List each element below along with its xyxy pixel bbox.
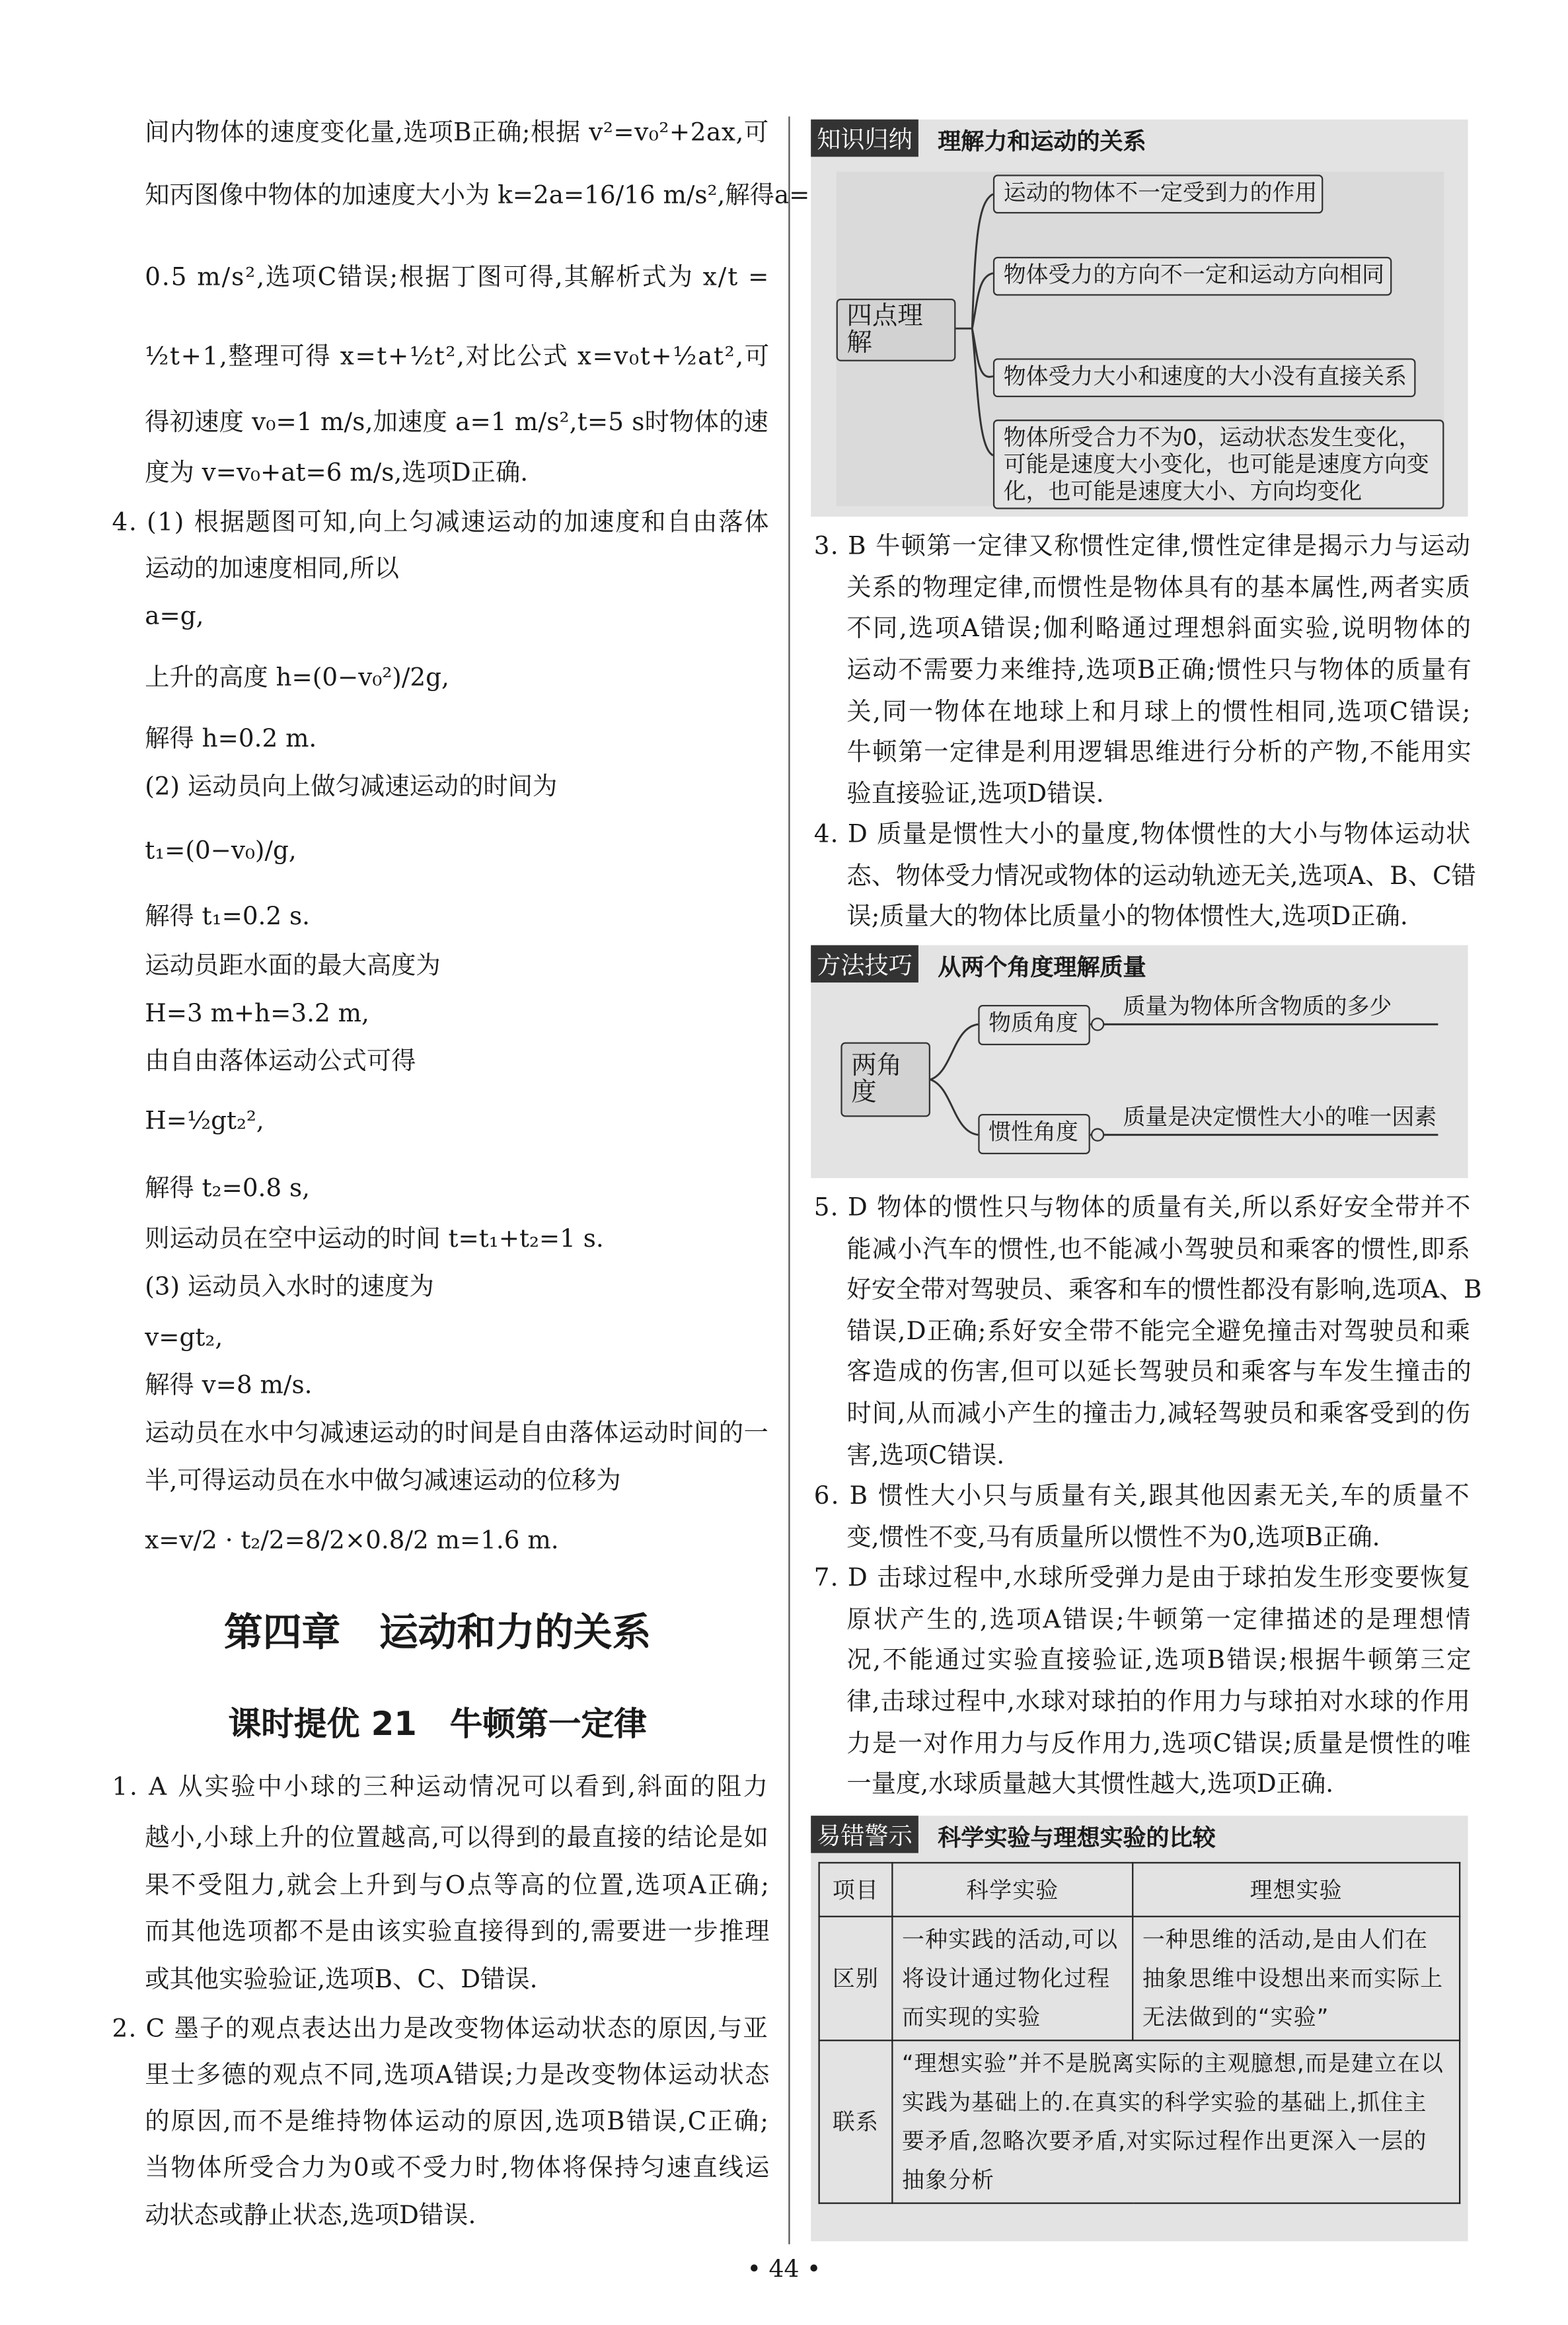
- knowledge-summary-panel: [811, 120, 1468, 517]
- text-line: 半,可得运动员在水中做匀减速运动的位移为: [145, 1466, 621, 1495]
- text-line: 时间,从而减小产生的撞击力,减轻驾驶员和乘客受到的伤: [846, 1399, 1471, 1428]
- lesson-title: 课时提优 21 牛顿第一定律: [228, 1707, 647, 1744]
- text-line: 度为 v=v₀+at=6 m/s,选项D正确.: [145, 458, 529, 487]
- text-line: (3) 运动员入水时的速度为: [145, 1272, 434, 1301]
- text-line: 7. D 击球过程中,水球所受弹力是由于球拍发生形变要恢复: [813, 1563, 1472, 1592]
- text-line: 2. C 墨子的观点表达出力是改变物体运动状态的原因,与亚: [112, 2014, 769, 2043]
- mindmap-item: 物体受力大小和速度的大小没有直接关系: [993, 358, 1416, 397]
- text-line: x=v/2 · t₂/2=8/2×0.8/2 m=1.6 m.: [145, 1526, 559, 1555]
- text-line: 验直接验证,选项D错误.: [846, 779, 1104, 808]
- chapter-title: 第四章 运动和力的关系: [223, 1611, 652, 1656]
- text-line: 态、物体受力情况或物体的运动轨迹无关,选项A、B、C错: [846, 862, 1476, 890]
- comparison-table: [818, 1862, 1460, 2204]
- text-line: 错误,D正确;系好安全带不能完全避免撞击对驾驶员和乘: [846, 1317, 1472, 1346]
- panel-title: 理解力和运动的关系: [938, 128, 1146, 156]
- panel-title: 从两个角度理解质量: [938, 954, 1146, 981]
- text-line: 运动员距水面的最大高度为: [145, 951, 441, 980]
- panel-title: 科学实验与理想实验的比较: [938, 1824, 1216, 1852]
- mindmap-item: 物体受力的方向不一定和运动方向相同: [993, 257, 1392, 296]
- mindmap-item: 运动的物体不一定受到力的作用: [993, 174, 1323, 213]
- text-line: 运动的加速度相同,所以: [145, 554, 399, 583]
- column-divider: [788, 116, 790, 2244]
- row-label: 区别: [819, 1917, 893, 2041]
- text-line: H=½gt₂²,: [145, 1106, 264, 1135]
- text-line: 5. D 物体的惯性只与物体的质量有关,所以系好安全带并不: [813, 1193, 1472, 1222]
- text-line: 解得 v=8 m/s.: [145, 1370, 313, 1399]
- text-line: 运动员在水中匀减速运动的时间是自由落体运动时间的一: [145, 1419, 769, 1447]
- text-line: 越小,小球上升的位置越高,可以得到的最直接的结论是如: [145, 1823, 769, 1852]
- header-science: 科学实验: [892, 1863, 1133, 1916]
- page-number: • 44 •: [747, 2254, 821, 2283]
- text-line: 知丙图像中物体的加速度大小为 k=2a=16/16 m/s²,解得a=: [145, 180, 810, 209]
- text-line: 运动不需要力来维持,选项B正确;惯性只与物体的质量有: [846, 655, 1473, 684]
- text-line: 由自由落体运动公式可得: [145, 1047, 416, 1076]
- text-line: v=gt₂,: [145, 1323, 223, 1352]
- text-line: 而其他选项都不是由该实验直接得到的,需要进一步推理: [145, 1917, 771, 1946]
- text-line: 则运动员在空中运动的时间 t=t₁+t₂=1 s.: [145, 1224, 604, 1253]
- text-line: 的原因,而不是维持物体运动的原因,选项B错误,C正确;: [145, 2106, 770, 2135]
- panel-tag: 方法技巧: [811, 945, 918, 983]
- text-line: 牛顿第一定律是利用逻辑思维进行分析的产物,不能用实: [846, 737, 1473, 766]
- header-ideal: 理想实验: [1133, 1863, 1460, 1916]
- text-line: 律,击球过程中,水球对球拍的作用力与球拍对水球的作用: [846, 1687, 1471, 1716]
- text-line: 一量度,水球质量越大其惯性越大,选项D正确.: [846, 1769, 1334, 1798]
- text-line: 0.5 m/s²,选项C错误;根据丁图可得,其解析式为 x/t =: [145, 262, 770, 291]
- cell-science: 一种实践的活动,可以将设计通过物化过程而实现的实验: [892, 1917, 1133, 2041]
- text-line: 动状态或静止状态,选项D错误.: [145, 2201, 476, 2230]
- table-row: [819, 1917, 1460, 2041]
- text-line: 或其他实验验证,选项B、C、D错误.: [145, 1965, 538, 1994]
- text-line: a=g,: [145, 601, 204, 630]
- text-line: 果不受阻力,就会上升到与O点等高的位置,选项A正确;: [145, 1870, 771, 1900]
- panel-tag: 易错警示: [811, 1816, 918, 1853]
- text-line: 误;质量大的物体比质量小的物体惯性大,选项D正确.: [846, 902, 1408, 930]
- branch-text: 质量为物体所含物质的多少: [1123, 992, 1392, 1020]
- mindmap-root: 四点理解: [837, 299, 956, 361]
- text-line: 解得 h=0.2 m.: [145, 724, 317, 753]
- cell-relation: “理想实验”并不是脱离实际的主观臆想,而是建立在以实践为基础上的.在真实的科学实验的基础上,抓住主要矛盾,忽略次要矛盾,对实际过程作出更深入一层的抽象分析: [892, 2040, 1460, 2203]
- text-line: t₁=(0−v₀)/g,: [145, 836, 297, 865]
- text-line: 好安全带对驾驶员、乘客和车的惯性都没有影响,选项A、B: [846, 1275, 1482, 1304]
- mindmap-item: 物体所受合力不为0，运动状态发生变化，可能是速度大小变化，也可能是速度方向变化，也可能是速度大小、方向均变化: [993, 420, 1444, 509]
- text-line: 3. B 牛顿第一定律又称惯性定律,惯性定律是揭示力与运动: [813, 531, 1472, 560]
- text-line: 得初速度 v₀=1 m/s,加速度 a=1 m/s²,t=5 s时物体的速: [145, 407, 768, 436]
- mindmap-root: 两角度: [840, 1042, 930, 1117]
- table-header-row: [819, 1863, 1460, 1916]
- text-line: 不同,选项A错误;伽利略通过理想斜面实验,说明物体的: [846, 613, 1473, 642]
- text-line: 关,同一物体在地球上和月球上的惯性相同,选项C错误;: [846, 697, 1472, 726]
- text-line: 变,惯性不变,马有质量所以惯性不为0,选项B正确.: [846, 1523, 1380, 1552]
- text-line: H=3 m+h=3.2 m,: [145, 998, 369, 1027]
- text-line: 1. A 从实验中小球的三种运动情况可以看到,斜面的阻力: [112, 1772, 770, 1801]
- text-line: 况,不能通过实验直接验证,选项B错误;根据牛顿第三定: [846, 1645, 1473, 1674]
- text-line: 6. B 惯性大小只与质量有关,跟其他因素无关,车的质量不: [813, 1481, 1471, 1510]
- text-line: 当物体所受合力为0或不受力时,物体将保持匀速直线运: [145, 2153, 771, 2182]
- cell-ideal: 一种思维的活动,是由人们在抽象思维中设想出来而实际上无法做到的“实验”: [1133, 1917, 1460, 2041]
- header-item: 项目: [819, 1863, 893, 1916]
- branch-text: 质量是决定惯性大小的唯一因素: [1123, 1103, 1437, 1130]
- text-line: 关系的物理定律,而惯性是物体具有的基本属性,两者实质: [846, 573, 1471, 602]
- table-row: [819, 2040, 1460, 2203]
- mindmap-branch: 物质角度: [978, 1005, 1090, 1045]
- text-line: 间内物体的速度变化量,选项B正确;根据 v²=v₀²+2ax,可: [145, 118, 769, 147]
- text-line: 解得 t₁=0.2 s.: [145, 902, 310, 930]
- panel-tag: 知识归纳: [811, 120, 918, 157]
- text-line: 4. D 质量是惯性大小的量度,物体惯性的大小与物体运动状: [813, 819, 1472, 848]
- text-line: 上升的高度 h=(0−v₀²)/2g,: [145, 663, 449, 692]
- text-line: 4. (1) 根据题图可知,向上匀减速运动的加速度和自由落体: [112, 507, 770, 536]
- text-line: 原状产生的,选项A错误;牛顿第一定律描述的是理想情: [846, 1605, 1473, 1634]
- text-line: 能减小汽车的惯性,也不能减小驾驶员和乘客的惯性,即系: [846, 1235, 1471, 1263]
- row-label: 联系: [819, 2040, 893, 2203]
- text-line: (2) 运动员向上做匀减速运动的时间为: [145, 772, 558, 801]
- method-tips-panel: [811, 945, 1468, 1179]
- text-line: ½t+1,整理可得 x=t+½t²,对比公式 x=v₀t+½at²,可: [145, 342, 770, 371]
- text-line: 力是一对作用力与反作用力,选项C错误;质量是惯性的唯: [846, 1729, 1472, 1758]
- mindmap-branch: 惯性角度: [978, 1114, 1090, 1154]
- text-line: 客造成的伤害,但可以延长驾驶员和乘客与车发生撞击的: [846, 1357, 1473, 1386]
- text-line: 里士多德的观点不同,选项A错误;力是改变物体运动状态: [145, 2060, 770, 2089]
- text-line: 害,选项C错误.: [846, 1440, 1005, 1469]
- text-line: 解得 t₂=0.8 s,: [145, 1173, 310, 1202]
